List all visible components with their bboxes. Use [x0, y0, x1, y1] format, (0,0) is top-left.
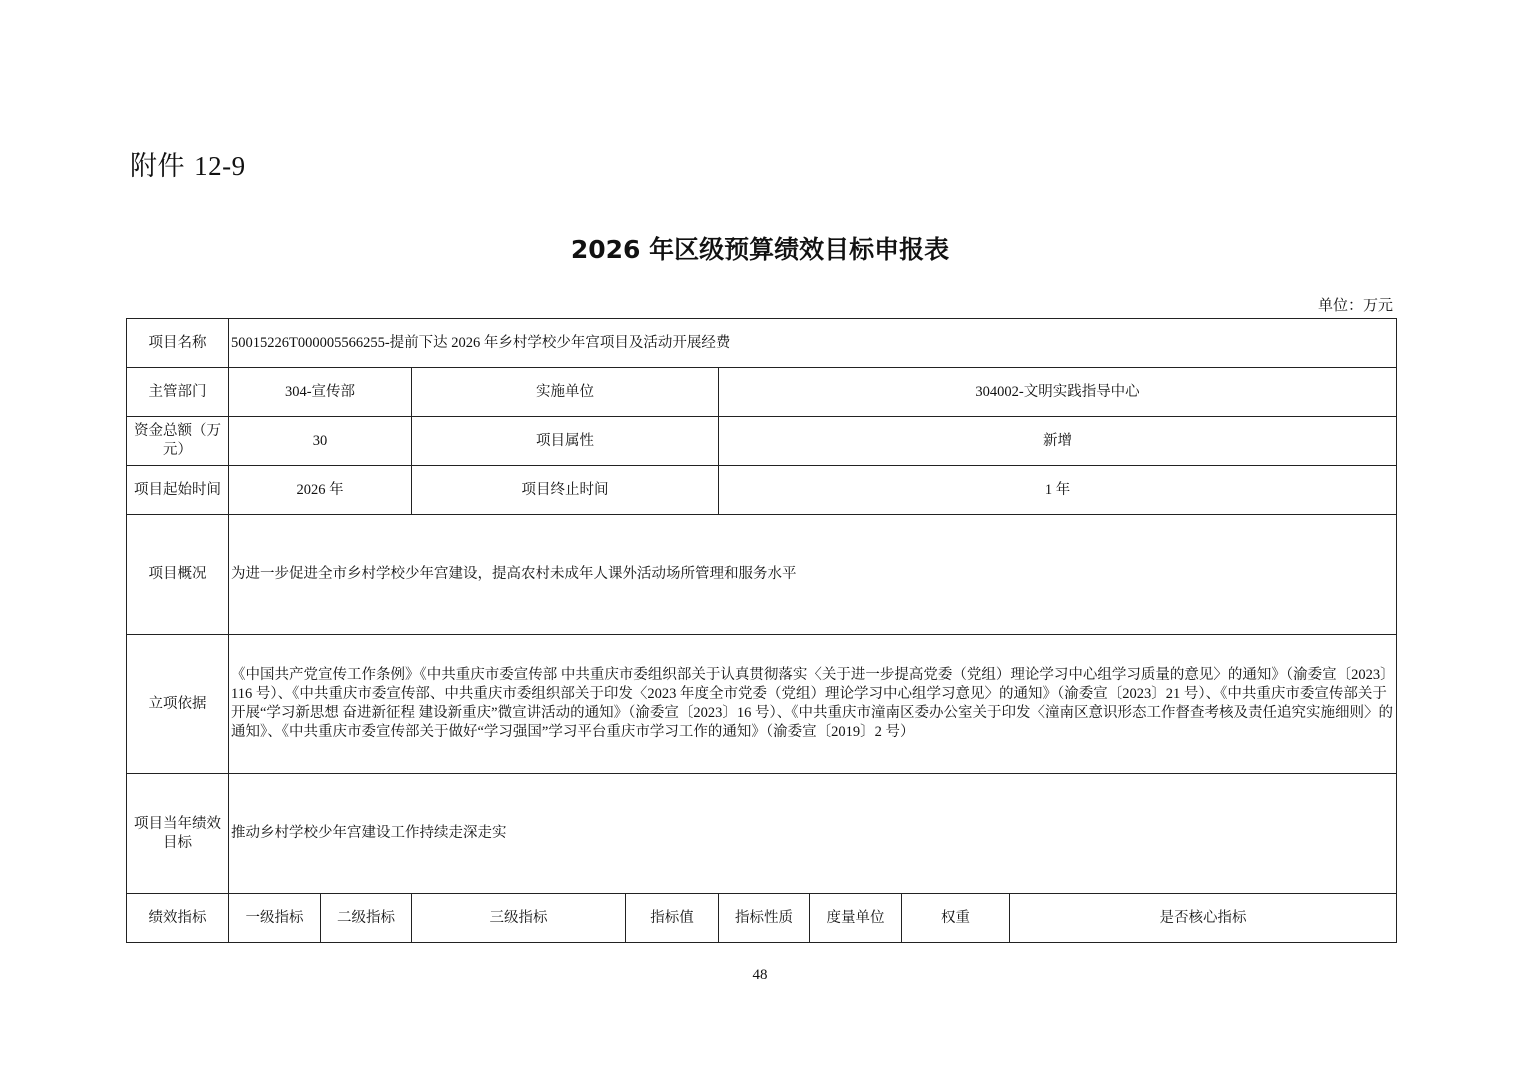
implementer-value: 304002-文明实践指导中心	[719, 368, 1397, 417]
attribute-value: 新增	[719, 417, 1397, 466]
column-header: 度量单位	[810, 894, 902, 943]
basis-value: 《中国共产党宣传工作条例》《中共重庆市委宣传部 中共重庆市委组织部关于认真贯彻落实〈关于进一步提高党委（党组）理论学习中心组学习质量的意见〉的通知》（渝委宣〔2023〕116 号）、《中共重庆市委宣传部、中共重庆市委组织部关于印发〈2023 年度全市党委（党组）理论学习中心组学习意见〉的通知》（渝委宣〔2023〕21 号）、《中共重庆市委宣传部关于开展“学习新思想 奋进新征程 建设新重庆”微宣讲活动的通知》（渝委宣〔2023〕16 号）、《中共重庆市潼南区委办公室关于印发〈潼南区意识形态工作督查考核及责任追究实施细则〉的通知》、《中共重庆市委宣传部关于做好“学习强国”学习平台重庆市学习工作的通知》（渝委宣〔2019〕2 号）	[229, 635, 1397, 774]
column-header: 三级指标	[412, 894, 626, 943]
indicator-label: 绩效指标	[127, 894, 229, 943]
department-label: 主管部门	[127, 368, 229, 417]
page-number: 48	[752, 967, 768, 983]
row-annual-goal	[127, 774, 1397, 894]
page-title: 2026 年区级预算绩效目标申报表	[570, 235, 950, 264]
row-overview	[127, 515, 1397, 635]
project-name-label: 项目名称	[127, 319, 229, 368]
start-time-label: 项目起始时间	[127, 466, 229, 515]
end-time-label: 项目终止时间	[412, 466, 719, 515]
end-time-value: 1 年	[719, 466, 1397, 515]
project-name-value: 50015226T000005566255-提前下达 2026 年乡村学校少年宫项目及活动开展经费	[229, 319, 1397, 368]
annual-goal-value: 推动乡村学校少年宫建设工作持续走深走实	[229, 774, 1397, 894]
column-header: 指标性质	[719, 894, 810, 943]
annual-goal-label: 项目当年绩效目标	[127, 774, 229, 894]
column-header: 一级指标	[229, 894, 321, 943]
row-basis	[127, 635, 1397, 774]
department-value: 304-宣传部	[229, 368, 412, 417]
row-indicator-header	[127, 894, 1397, 943]
attachment-label	[130, 144, 246, 183]
row-time	[127, 466, 1397, 515]
total-funds-label: 资金总额（万元）	[127, 417, 229, 466]
attribute-label: 项目属性	[412, 417, 719, 466]
basis-label: 立项依据	[127, 635, 229, 774]
total-funds-value: 30	[229, 417, 412, 466]
column-header: 权重	[902, 894, 1010, 943]
column-header: 指标值	[626, 894, 719, 943]
implementer-label: 实施单位	[412, 368, 719, 417]
attachment-number: 12-9	[194, 151, 246, 181]
attachment-prefix: 附件	[130, 151, 185, 182]
column-header: 二级指标	[321, 894, 412, 943]
unit-note: 单位：万元	[1317, 298, 1393, 314]
start-time-value: 2026 年	[229, 466, 412, 515]
overview-label: 项目概况	[127, 515, 229, 635]
column-header: 是否核心指标	[1010, 894, 1397, 943]
row-project-name	[127, 319, 1397, 368]
overview-value: 为进一步促进全市乡村学校少年宫建设，提高农村未成年人课外活动场所管理和服务水平	[229, 515, 1397, 635]
budget-performance-table	[126, 318, 1397, 943]
row-department	[127, 368, 1397, 417]
row-total-funds	[127, 417, 1397, 466]
